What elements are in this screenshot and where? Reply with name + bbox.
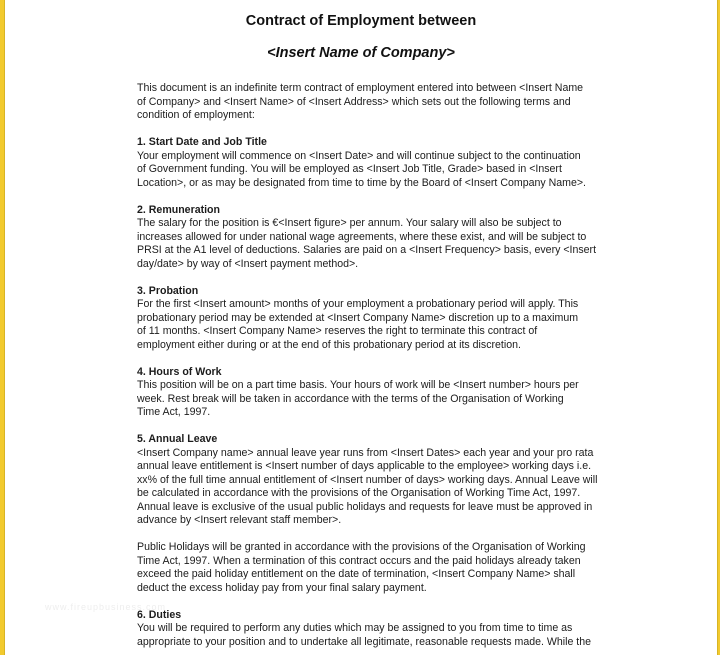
section-heading: 1. Start Date and Job Title [137, 136, 267, 148]
company-name-placeholder: <Insert Name of Company> [267, 45, 455, 61]
watermark: www.fireupbusiness.com [45, 602, 167, 612]
section-duties [137, 609, 637, 650]
text-line: employment either during or at the end of this probationary period at its discretion. [137, 338, 521, 351]
text-line: condition of employment: [137, 109, 255, 121]
text-line: This document is an indefinite term contract of employment entered into between <Insert Name [137, 82, 584, 94]
text-line: This position will be on a part time basis. Your hours of work will be <Insert number> hours per [137, 379, 579, 391]
text-line: deduct the excess holiday pay from your final salary payment. [137, 581, 427, 594]
public-holidays-paragraph [137, 541, 637, 595]
section-remuneration [137, 204, 637, 272]
text-line: Annual leave is exclusive of the usual public holidays and requests for leave must be approved in [137, 500, 593, 513]
text-line: exceed the paid holiday entitlement on the date of termination, <Insert Company Name> shall [137, 568, 576, 580]
text-line: advance by <Insert relevant staff member>. [137, 514, 342, 526]
intro-paragraph [137, 82, 637, 123]
document-body [137, 82, 637, 655]
section-heading: 5. Annual Leave [137, 433, 218, 445]
document-page [4, 0, 718, 655]
text-line: <Insert Company name> annual leave year runs from <Insert Dates> each year and your pro rata [137, 446, 594, 459]
section-annual-leave [137, 433, 637, 528]
text-line: be calculated in accordance with the provisions of the Organisation of Working Time Act, 1997. [137, 487, 581, 499]
section-heading: 3. Probation [137, 284, 199, 297]
document-title: Contract of Employment between [245, 13, 477, 29]
text-line: annual leave entitlement is <Insert number of days applicable to the employee> working days i.e. [137, 460, 592, 472]
text-line: Public Holidays will be granted in accordance with the provisions of the Organisation of Working [137, 541, 586, 553]
text-line: Time Act, 1997. When a termination of this contract occurs and the paid holidays already taken [137, 554, 581, 567]
text-line: day/date> by way of <Insert payment method>. [137, 257, 359, 270]
text-line: appropriate to your position and to undertake all legitimate, reasonable requests made. While the [137, 635, 592, 648]
text-line: The salary for the position is €<Insert figure> per annum. Your salary will also be subject to [137, 217, 562, 229]
text-line: week. Rest break will be taken in accordance with the terms of the Organisation of Working [137, 392, 564, 405]
section-heading: 2. Remuneration [137, 203, 221, 216]
text-line: Your employment will commence on <Insert Date> and will continue subject to the continuation [137, 149, 581, 162]
text-line: xx% of the full time annual entitlement of <Insert number of days> working days. Annual Leave will [137, 473, 598, 486]
section-hours-of-work [137, 366, 637, 420]
text-line: Time Act, 1997. [137, 406, 211, 418]
section-heading: 6. Duties [137, 608, 182, 621]
text-line: of 11 months. <Insert Company Name> reserves the right to terminate this contract of [137, 325, 538, 337]
text-line: PRSI at the A1 level of deductions. Salaries are paid on a <Insert Frequency> basis, every <Insert [137, 244, 597, 256]
text-line: You will be required to perform any duties which may be assigned to you from time to time as [137, 622, 573, 634]
section-start-date [137, 136, 637, 190]
text-line: For the first <Insert amount> months of your employment a probationary period will apply. This [137, 298, 579, 310]
section-probation [137, 285, 637, 353]
text-line: of Company> and <Insert Name> of <Insert Address> which sets out the following terms and [137, 95, 571, 108]
section-heading: 4. Hours of Work [137, 365, 222, 378]
text-line: of Government funding. You will be employed as <Insert Job Title, Grade> based in <Insert [137, 163, 562, 175]
text-line: Location>, or as may be designated from time to time by the Board of <Insert Company Name>. [137, 176, 586, 189]
text-line: probationary period may be extended at <Insert Company Name> discretion up to a maximum [137, 311, 579, 324]
text-line: increases allowed for under national wage agreements, where these exist, and will be subject to [137, 230, 587, 243]
